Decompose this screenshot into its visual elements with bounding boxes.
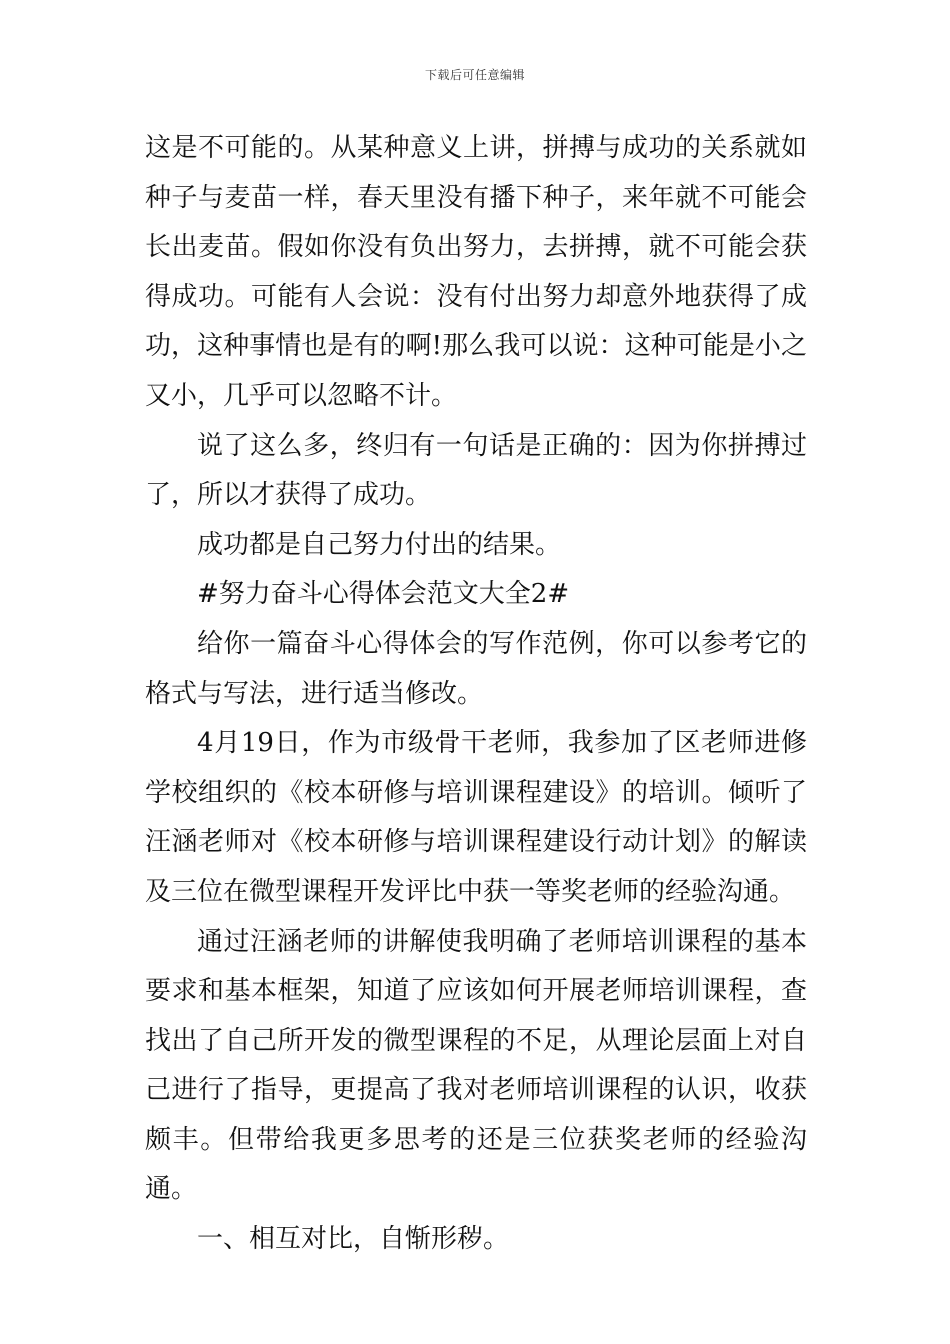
paragraph-1: 这是不可能的。从某种意义上讲，拼搏与成功的关系就如种子与麦苗一样，春天里没有播下种子，来年就不可能会长出麦苗。假如你没有负出努力，去拼搏，就不可能会获得成功。可能有人会说：没有付出努力却意外地获得了成功，这种事情也是有的啊!那么我可以说：这种可能是小之又小，几乎可以忽略不计。 (145, 133, 807, 411)
paragraph-5: 给你一篇奋斗心得体会的写作范例，你可以参考它的格式与写法，进行适当修改。 (145, 628, 807, 709)
paragraph-2: 说了这么多，终归有一句话是正确的：因为你拼搏过了，所以才获得了成功。 (145, 430, 807, 511)
paragraph-7: 通过汪涵老师的讲解使我明确了老师培训课程的基本要求和基本框架，知道了应该如何开展老师培训课程，查找出了自己所开发的微型课程的不足，从理论层面上对自己进行了指导，更提高了我对老师培训课程的认识，收获颇丰。但带给我更多思考的还是三位获奖老师的经验沟通。 (145, 926, 807, 1205)
document-body (145, 124, 807, 1265)
page-header: 下载后可任意编辑 (424, 68, 525, 82)
paragraph-3: 成功都是自己努力付出的结果。 (197, 529, 562, 560)
section-heading: #努力奋斗心得体会范文大全2# (197, 579, 570, 610)
paragraph-6: 4月19日，作为市级骨干老师，我参加了区老师进修学校组织的《校本研修与培训课程建设》的培训。倾听了汪涵老师对《校本研修与培训课程建设行动计划》的解读及三位在微型课程开发评比中获一等奖老师的经验沟通。 (145, 728, 807, 907)
subheading-one: 一、相互对比，自惭形秽。 (197, 1224, 510, 1255)
